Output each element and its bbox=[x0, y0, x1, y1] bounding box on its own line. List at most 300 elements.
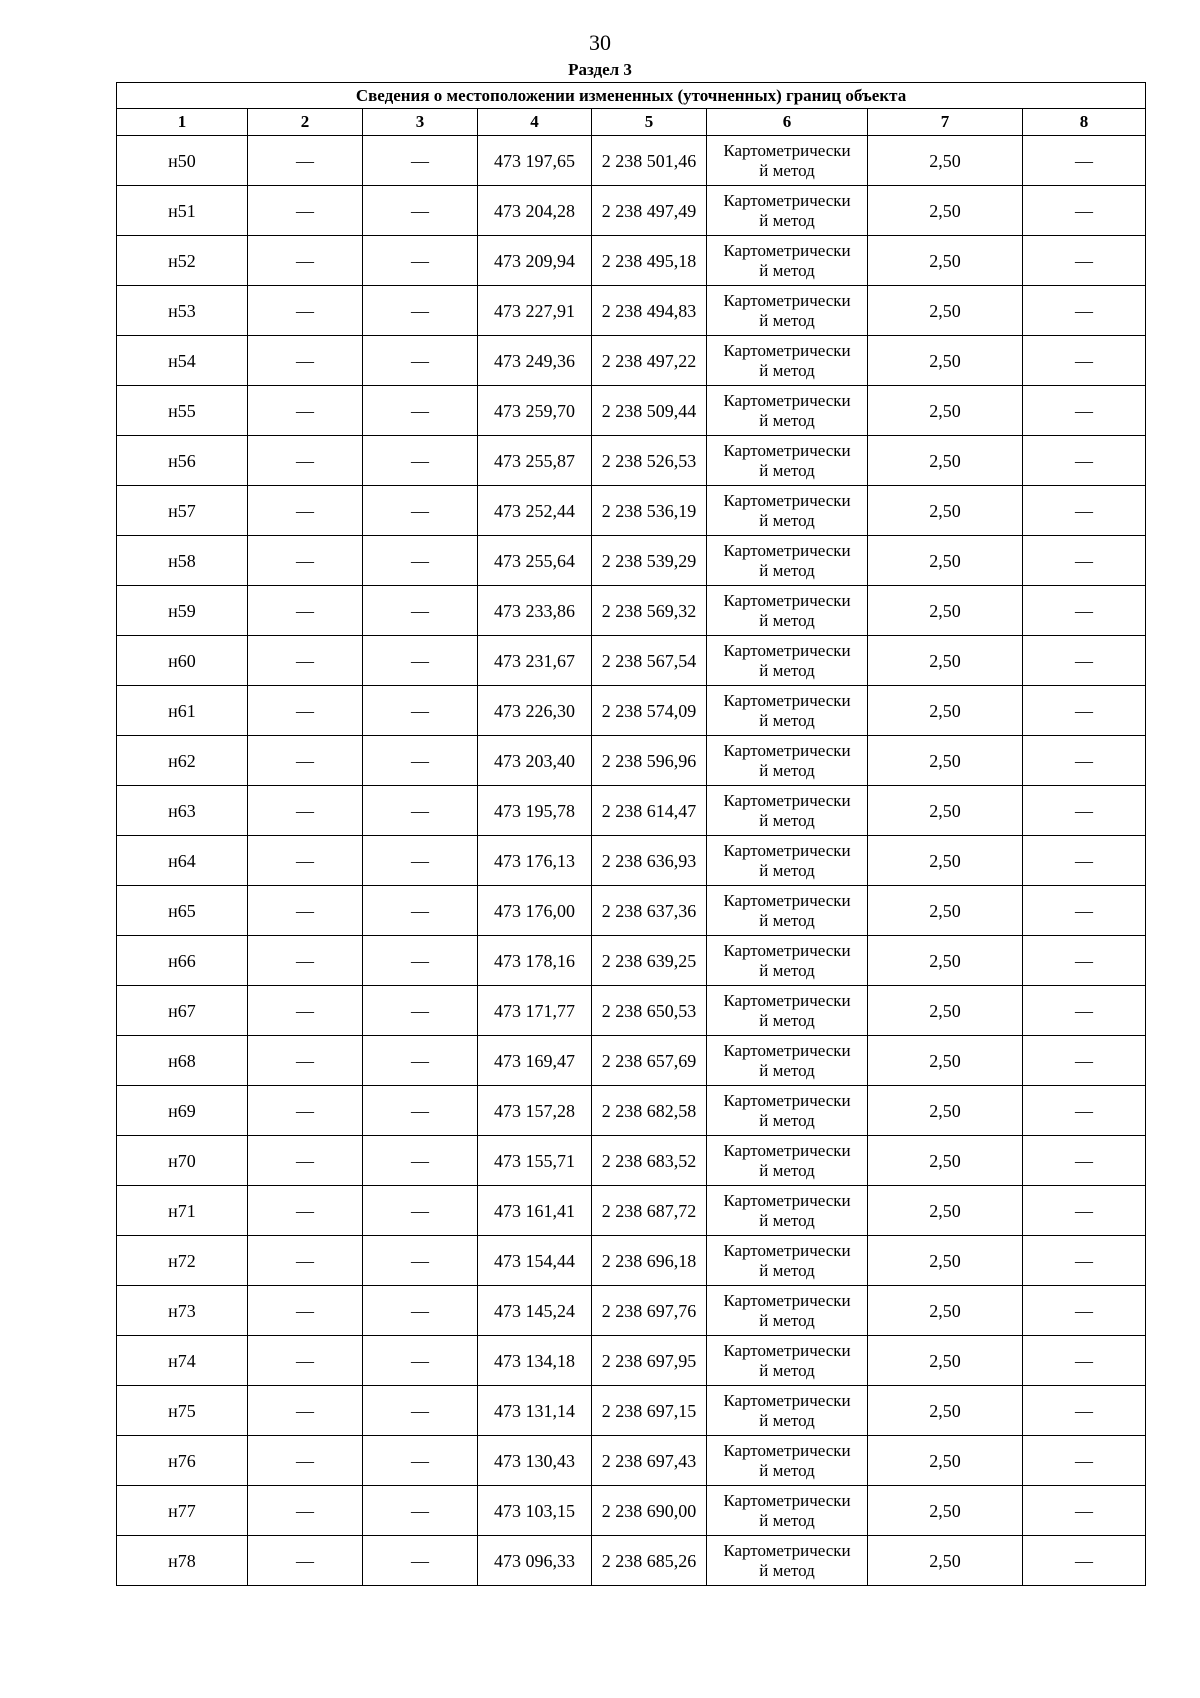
table-row bbox=[117, 1436, 1146, 1486]
column-3-cell: — bbox=[363, 986, 478, 1036]
x-coordinate-cell: 473 161,41 bbox=[478, 1186, 592, 1236]
method-line-1: Картометрически bbox=[723, 490, 851, 510]
y-coordinate-cell: 2 238 501,46 bbox=[592, 136, 707, 186]
method-line-1: Картометрически bbox=[723, 440, 851, 460]
y-coordinate-cell: 2 238 696,18 bbox=[592, 1236, 707, 1286]
table-row bbox=[117, 236, 1146, 286]
column-header: 6 bbox=[707, 109, 868, 136]
column-3-cell: — bbox=[363, 1486, 478, 1536]
point-id-cell: н58 bbox=[117, 536, 248, 586]
method-line-1: Картометрически bbox=[723, 340, 851, 360]
x-coordinate-cell: 473 103,15 bbox=[478, 1486, 592, 1536]
table-caption: Сведения о местоположении измененных (уточненных) границ объекта bbox=[117, 83, 1146, 109]
point-id-cell: н76 bbox=[117, 1436, 248, 1486]
method-cell bbox=[707, 1236, 868, 1286]
accuracy-cell: 2,50 bbox=[868, 486, 1023, 536]
x-coordinate-cell: 473 203,40 bbox=[478, 736, 592, 786]
column-3-cell: — bbox=[363, 1336, 478, 1386]
table-row bbox=[117, 386, 1146, 436]
method-cell bbox=[707, 386, 868, 436]
y-coordinate-cell: 2 238 526,53 bbox=[592, 436, 707, 486]
coordinates-table bbox=[116, 82, 1146, 1586]
method-cell bbox=[707, 436, 868, 486]
method-line-2: й метод bbox=[759, 1060, 815, 1080]
accuracy-cell: 2,50 bbox=[868, 786, 1023, 836]
y-coordinate-cell: 2 238 497,49 bbox=[592, 186, 707, 236]
point-id-cell: н57 bbox=[117, 486, 248, 536]
point-id-cell: н50 bbox=[117, 136, 248, 186]
column-2-cell: — bbox=[248, 236, 363, 286]
x-coordinate-cell: 473 195,78 bbox=[478, 786, 592, 836]
method-line-2: й метод bbox=[759, 1460, 815, 1480]
x-coordinate-cell: 473 176,00 bbox=[478, 886, 592, 936]
column-2-cell: — bbox=[248, 286, 363, 336]
method-line-1: Картометрически bbox=[723, 1490, 851, 1510]
accuracy-cell: 2,50 bbox=[868, 1286, 1023, 1336]
y-coordinate-cell: 2 238 697,15 bbox=[592, 1386, 707, 1436]
accuracy-cell: 2,50 bbox=[868, 186, 1023, 236]
x-coordinate-cell: 473 155,71 bbox=[478, 1136, 592, 1186]
accuracy-cell: 2,50 bbox=[868, 1136, 1023, 1186]
point-id-cell: н77 bbox=[117, 1486, 248, 1536]
point-id-cell: н52 bbox=[117, 236, 248, 286]
column-3-cell: — bbox=[363, 1536, 478, 1586]
method-cell bbox=[707, 636, 868, 686]
method-line-2: й метод bbox=[759, 1010, 815, 1030]
method-line-2: й метод bbox=[759, 460, 815, 480]
table-row bbox=[117, 286, 1146, 336]
column-3-cell: — bbox=[363, 1386, 478, 1436]
method-line-2: й метод bbox=[759, 260, 815, 280]
x-coordinate-cell: 473 131,14 bbox=[478, 1386, 592, 1436]
x-coordinate-cell: 473 171,77 bbox=[478, 986, 592, 1036]
method-line-2: й метод bbox=[759, 960, 815, 980]
column-3-cell: — bbox=[363, 586, 478, 636]
column-number-row bbox=[117, 109, 1146, 136]
column-3-cell: — bbox=[363, 186, 478, 236]
column-2-cell: — bbox=[248, 136, 363, 186]
method-cell bbox=[707, 186, 868, 236]
y-coordinate-cell: 2 238 683,52 bbox=[592, 1136, 707, 1186]
table-row bbox=[117, 936, 1146, 986]
y-coordinate-cell: 2 238 614,47 bbox=[592, 786, 707, 836]
point-id-cell: н78 bbox=[117, 1536, 248, 1586]
method-line-1: Картометрически bbox=[723, 790, 851, 810]
column-8-cell: — bbox=[1023, 786, 1146, 836]
column-8-cell: — bbox=[1023, 1436, 1146, 1486]
method-cell bbox=[707, 336, 868, 386]
method-line-1: Картометрически bbox=[723, 990, 851, 1010]
method-line-2: й метод bbox=[759, 560, 815, 580]
column-2-cell: — bbox=[248, 1436, 363, 1486]
column-3-cell: — bbox=[363, 286, 478, 336]
accuracy-cell: 2,50 bbox=[868, 736, 1023, 786]
method-line-1: Картометрически bbox=[723, 1140, 851, 1160]
column-3-cell: — bbox=[363, 1186, 478, 1236]
method-line-1: Картометрически bbox=[723, 1240, 851, 1260]
method-line-2: й метод bbox=[759, 760, 815, 780]
y-coordinate-cell: 2 238 567,54 bbox=[592, 636, 707, 686]
column-3-cell: — bbox=[363, 886, 478, 936]
point-id-cell: н74 bbox=[117, 1336, 248, 1386]
method-cell bbox=[707, 1186, 868, 1236]
accuracy-cell: 2,50 bbox=[868, 1536, 1023, 1586]
column-8-cell: — bbox=[1023, 936, 1146, 986]
column-3-cell: — bbox=[363, 1136, 478, 1186]
accuracy-cell: 2,50 bbox=[868, 336, 1023, 386]
method-line-1: Картометрически bbox=[723, 1090, 851, 1110]
method-line-2: й метод bbox=[759, 910, 815, 930]
method-line-2: й метод bbox=[759, 1210, 815, 1230]
x-coordinate-cell: 473 096,33 bbox=[478, 1536, 592, 1586]
column-2-cell: — bbox=[248, 1136, 363, 1186]
table-body bbox=[117, 136, 1146, 1586]
column-2-cell: — bbox=[248, 936, 363, 986]
table-row bbox=[117, 136, 1146, 186]
table-row bbox=[117, 736, 1146, 786]
table-row bbox=[117, 1286, 1146, 1336]
method-line-2: й метод bbox=[759, 1260, 815, 1280]
method-line-1: Картометрически bbox=[723, 390, 851, 410]
method-line-2: й метод bbox=[759, 1560, 815, 1580]
accuracy-cell: 2,50 bbox=[868, 1186, 1023, 1236]
column-8-cell: — bbox=[1023, 636, 1146, 686]
accuracy-cell: 2,50 bbox=[868, 386, 1023, 436]
x-coordinate-cell: 473 233,86 bbox=[478, 586, 592, 636]
column-header: 8 bbox=[1023, 109, 1146, 136]
column-3-cell: — bbox=[363, 686, 478, 736]
column-2-cell: — bbox=[248, 186, 363, 236]
point-id-cell: н62 bbox=[117, 736, 248, 786]
column-8-cell: — bbox=[1023, 1286, 1146, 1336]
accuracy-cell: 2,50 bbox=[868, 1386, 1023, 1436]
method-line-1: Картометрически bbox=[723, 1440, 851, 1460]
accuracy-cell: 2,50 bbox=[868, 236, 1023, 286]
point-id-cell: н65 bbox=[117, 886, 248, 936]
x-coordinate-cell: 473 231,67 bbox=[478, 636, 592, 686]
x-coordinate-cell: 473 154,44 bbox=[478, 1236, 592, 1286]
table-row bbox=[117, 336, 1146, 386]
column-header: 4 bbox=[478, 109, 592, 136]
column-2-cell: — bbox=[248, 486, 363, 536]
point-id-cell: н56 bbox=[117, 436, 248, 486]
y-coordinate-cell: 2 238 536,19 bbox=[592, 486, 707, 536]
point-id-cell: н63 bbox=[117, 786, 248, 836]
x-coordinate-cell: 473 178,16 bbox=[478, 936, 592, 986]
column-2-cell: — bbox=[248, 636, 363, 686]
method-line-1: Картометрически bbox=[723, 140, 851, 160]
column-2-cell: — bbox=[248, 1236, 363, 1286]
y-coordinate-cell: 2 238 685,26 bbox=[592, 1536, 707, 1586]
method-line-1: Картометрически bbox=[723, 840, 851, 860]
method-line-2: й метод bbox=[759, 860, 815, 880]
x-coordinate-cell: 473 249,36 bbox=[478, 336, 592, 386]
table-row bbox=[117, 486, 1146, 536]
table-row bbox=[117, 436, 1146, 486]
column-2-cell: — bbox=[248, 986, 363, 1036]
method-line-2: й метод bbox=[759, 1160, 815, 1180]
table-row bbox=[117, 786, 1146, 836]
accuracy-cell: 2,50 bbox=[868, 686, 1023, 736]
y-coordinate-cell: 2 238 539,29 bbox=[592, 536, 707, 586]
column-3-cell: — bbox=[363, 436, 478, 486]
method-cell bbox=[707, 986, 868, 1036]
table-row bbox=[117, 586, 1146, 636]
method-line-1: Картометрически bbox=[723, 240, 851, 260]
point-id-cell: н64 bbox=[117, 836, 248, 886]
column-2-cell: — bbox=[248, 1286, 363, 1336]
method-line-1: Картометрически bbox=[723, 940, 851, 960]
method-line-2: й метод bbox=[759, 610, 815, 630]
y-coordinate-cell: 2 238 697,76 bbox=[592, 1286, 707, 1336]
accuracy-cell: 2,50 bbox=[868, 636, 1023, 686]
column-8-cell: — bbox=[1023, 436, 1146, 486]
page-number: 30 bbox=[589, 30, 611, 55]
column-8-cell: — bbox=[1023, 536, 1146, 586]
accuracy-cell: 2,50 bbox=[868, 836, 1023, 886]
column-8-cell: — bbox=[1023, 236, 1146, 286]
column-3-cell: — bbox=[363, 1286, 478, 1336]
column-header: 3 bbox=[363, 109, 478, 136]
accuracy-cell: 2,50 bbox=[868, 1236, 1023, 1286]
column-3-cell: — bbox=[363, 136, 478, 186]
column-8-cell: — bbox=[1023, 286, 1146, 336]
column-8-cell: — bbox=[1023, 336, 1146, 386]
column-3-cell: — bbox=[363, 386, 478, 436]
method-line-2: й метод bbox=[759, 1410, 815, 1430]
x-coordinate-cell: 473 255,64 bbox=[478, 536, 592, 586]
y-coordinate-cell: 2 238 690,00 bbox=[592, 1486, 707, 1536]
method-line-1: Картометрически bbox=[723, 1040, 851, 1060]
x-coordinate-cell: 473 157,28 bbox=[478, 1086, 592, 1136]
point-id-cell: н51 bbox=[117, 186, 248, 236]
method-line-1: Картометрически bbox=[723, 1190, 851, 1210]
y-coordinate-cell: 2 238 495,18 bbox=[592, 236, 707, 286]
method-cell bbox=[707, 136, 868, 186]
column-8-cell: — bbox=[1023, 686, 1146, 736]
point-id-cell: н53 bbox=[117, 286, 248, 336]
method-line-2: й метод bbox=[759, 1360, 815, 1380]
accuracy-cell: 2,50 bbox=[868, 1086, 1023, 1136]
column-3-cell: — bbox=[363, 536, 478, 586]
column-2-cell: — bbox=[248, 1386, 363, 1436]
method-cell bbox=[707, 936, 868, 986]
column-8-cell: — bbox=[1023, 986, 1146, 1036]
accuracy-cell: 2,50 bbox=[868, 886, 1023, 936]
column-header: 5 bbox=[592, 109, 707, 136]
column-header: 2 bbox=[248, 109, 363, 136]
point-id-cell: н55 bbox=[117, 386, 248, 436]
method-cell bbox=[707, 1286, 868, 1336]
column-8-cell: — bbox=[1023, 1536, 1146, 1586]
point-id-cell: н54 bbox=[117, 336, 248, 386]
column-8-cell: — bbox=[1023, 1136, 1146, 1186]
y-coordinate-cell: 2 238 650,53 bbox=[592, 986, 707, 1036]
method-cell bbox=[707, 536, 868, 586]
y-coordinate-cell: 2 238 569,32 bbox=[592, 586, 707, 636]
column-2-cell: — bbox=[248, 1486, 363, 1536]
column-3-cell: — bbox=[363, 1236, 478, 1286]
method-line-1: Картометрически bbox=[723, 190, 851, 210]
table-row bbox=[117, 1036, 1146, 1086]
table-row bbox=[117, 536, 1146, 586]
point-id-cell: н72 bbox=[117, 1236, 248, 1286]
column-3-cell: — bbox=[363, 486, 478, 536]
method-line-2: й метод bbox=[759, 1110, 815, 1130]
method-cell bbox=[707, 1436, 868, 1486]
method-line-1: Картометрически bbox=[723, 1540, 851, 1560]
x-coordinate-cell: 473 255,87 bbox=[478, 436, 592, 486]
column-2-cell: — bbox=[248, 786, 363, 836]
x-coordinate-cell: 473 227,91 bbox=[478, 286, 592, 336]
column-2-cell: — bbox=[248, 1536, 363, 1586]
accuracy-cell: 2,50 bbox=[868, 986, 1023, 1036]
column-2-cell: — bbox=[248, 436, 363, 486]
column-8-cell: — bbox=[1023, 1386, 1146, 1436]
table-row bbox=[117, 686, 1146, 736]
method-cell bbox=[707, 1536, 868, 1586]
column-header: 1 bbox=[117, 109, 248, 136]
column-8-cell: — bbox=[1023, 386, 1146, 436]
method-line-1: Картометрически bbox=[723, 1340, 851, 1360]
table-row bbox=[117, 1186, 1146, 1236]
method-cell bbox=[707, 786, 868, 836]
method-cell bbox=[707, 686, 868, 736]
accuracy-cell: 2,50 bbox=[868, 1436, 1023, 1486]
column-3-cell: — bbox=[363, 1436, 478, 1486]
column-8-cell: — bbox=[1023, 1336, 1146, 1386]
method-line-2: й метод bbox=[759, 210, 815, 230]
method-line-2: й метод bbox=[759, 810, 815, 830]
x-coordinate-cell: 473 134,18 bbox=[478, 1336, 592, 1386]
method-cell bbox=[707, 886, 868, 936]
method-cell bbox=[707, 1136, 868, 1186]
point-id-cell: н67 bbox=[117, 986, 248, 1036]
method-line-2: й метод bbox=[759, 360, 815, 380]
column-8-cell: — bbox=[1023, 836, 1146, 886]
accuracy-cell: 2,50 bbox=[868, 286, 1023, 336]
column-8-cell: — bbox=[1023, 1236, 1146, 1286]
column-2-cell: — bbox=[248, 686, 363, 736]
y-coordinate-cell: 2 238 596,96 bbox=[592, 736, 707, 786]
column-8-cell: — bbox=[1023, 736, 1146, 786]
y-coordinate-cell: 2 238 682,58 bbox=[592, 1086, 707, 1136]
y-coordinate-cell: 2 238 494,83 bbox=[592, 286, 707, 336]
point-id-cell: н61 bbox=[117, 686, 248, 736]
point-id-cell: н66 bbox=[117, 936, 248, 986]
method-line-2: й метод bbox=[759, 1510, 815, 1530]
x-coordinate-cell: 473 226,30 bbox=[478, 686, 592, 736]
section-title: Раздел 3 bbox=[568, 60, 632, 79]
x-coordinate-cell: 473 169,47 bbox=[478, 1036, 592, 1086]
column-8-cell: — bbox=[1023, 1486, 1146, 1536]
x-coordinate-cell: 473 130,43 bbox=[478, 1436, 592, 1486]
point-id-cell: н68 bbox=[117, 1036, 248, 1086]
column-2-cell: — bbox=[248, 1186, 363, 1236]
method-line-2: й метод bbox=[759, 160, 815, 180]
x-coordinate-cell: 473 259,70 bbox=[478, 386, 592, 436]
y-coordinate-cell: 2 238 497,22 bbox=[592, 336, 707, 386]
method-line-1: Картометрически bbox=[723, 690, 851, 710]
column-8-cell: — bbox=[1023, 1086, 1146, 1136]
y-coordinate-cell: 2 238 687,72 bbox=[592, 1186, 707, 1236]
table-row bbox=[117, 1486, 1146, 1536]
point-id-cell: н73 bbox=[117, 1286, 248, 1336]
point-id-cell: н71 bbox=[117, 1186, 248, 1236]
column-8-cell: — bbox=[1023, 486, 1146, 536]
method-line-2: й метод bbox=[759, 410, 815, 430]
column-2-cell: — bbox=[248, 1336, 363, 1386]
table-row bbox=[117, 1236, 1146, 1286]
method-cell bbox=[707, 1486, 868, 1536]
column-8-cell: — bbox=[1023, 886, 1146, 936]
method-cell bbox=[707, 1036, 868, 1086]
column-3-cell: — bbox=[363, 336, 478, 386]
column-8-cell: — bbox=[1023, 186, 1146, 236]
table-row bbox=[117, 1086, 1146, 1136]
column-2-cell: — bbox=[248, 1086, 363, 1136]
column-2-cell: — bbox=[248, 886, 363, 936]
y-coordinate-cell: 2 238 637,36 bbox=[592, 886, 707, 936]
table-row bbox=[117, 986, 1146, 1036]
method-line-1: Картометрически bbox=[723, 1390, 851, 1410]
column-3-cell: — bbox=[363, 236, 478, 286]
column-3-cell: — bbox=[363, 736, 478, 786]
accuracy-cell: 2,50 bbox=[868, 436, 1023, 486]
method-line-2: й метод bbox=[759, 660, 815, 680]
column-2-cell: — bbox=[248, 1036, 363, 1086]
method-line-2: й метод bbox=[759, 710, 815, 730]
table-row bbox=[117, 636, 1146, 686]
x-coordinate-cell: 473 209,94 bbox=[478, 236, 592, 286]
x-coordinate-cell: 473 197,65 bbox=[478, 136, 592, 186]
accuracy-cell: 2,50 bbox=[868, 136, 1023, 186]
y-coordinate-cell: 2 238 657,69 bbox=[592, 1036, 707, 1086]
accuracy-cell: 2,50 bbox=[868, 1336, 1023, 1386]
x-coordinate-cell: 473 176,13 bbox=[478, 836, 592, 886]
column-2-cell: — bbox=[248, 386, 363, 436]
column-2-cell: — bbox=[248, 586, 363, 636]
y-coordinate-cell: 2 238 697,43 bbox=[592, 1436, 707, 1486]
table-row bbox=[117, 886, 1146, 936]
method-line-1: Картометрически bbox=[723, 540, 851, 560]
accuracy-cell: 2,50 bbox=[868, 1036, 1023, 1086]
table-row bbox=[117, 1536, 1146, 1586]
method-line-2: й метод bbox=[759, 1310, 815, 1330]
accuracy-cell: 2,50 bbox=[868, 586, 1023, 636]
column-3-cell: — bbox=[363, 786, 478, 836]
column-3-cell: — bbox=[363, 836, 478, 886]
column-3-cell: — bbox=[363, 1036, 478, 1086]
y-coordinate-cell: 2 238 697,95 bbox=[592, 1336, 707, 1386]
column-header: 7 bbox=[868, 109, 1023, 136]
method-cell bbox=[707, 1086, 868, 1136]
method-cell bbox=[707, 836, 868, 886]
method-line-1: Картометрически bbox=[723, 640, 851, 660]
method-line-1: Картометрически bbox=[723, 1290, 851, 1310]
method-line-2: й метод bbox=[759, 510, 815, 530]
accuracy-cell: 2,50 bbox=[868, 1486, 1023, 1536]
column-8-cell: — bbox=[1023, 1186, 1146, 1236]
method-cell bbox=[707, 236, 868, 286]
table-row bbox=[117, 1386, 1146, 1436]
point-id-cell: н75 bbox=[117, 1386, 248, 1436]
column-2-cell: — bbox=[248, 336, 363, 386]
method-cell bbox=[707, 586, 868, 636]
column-3-cell: — bbox=[363, 936, 478, 986]
point-id-cell: н70 bbox=[117, 1136, 248, 1186]
table-row bbox=[117, 836, 1146, 886]
